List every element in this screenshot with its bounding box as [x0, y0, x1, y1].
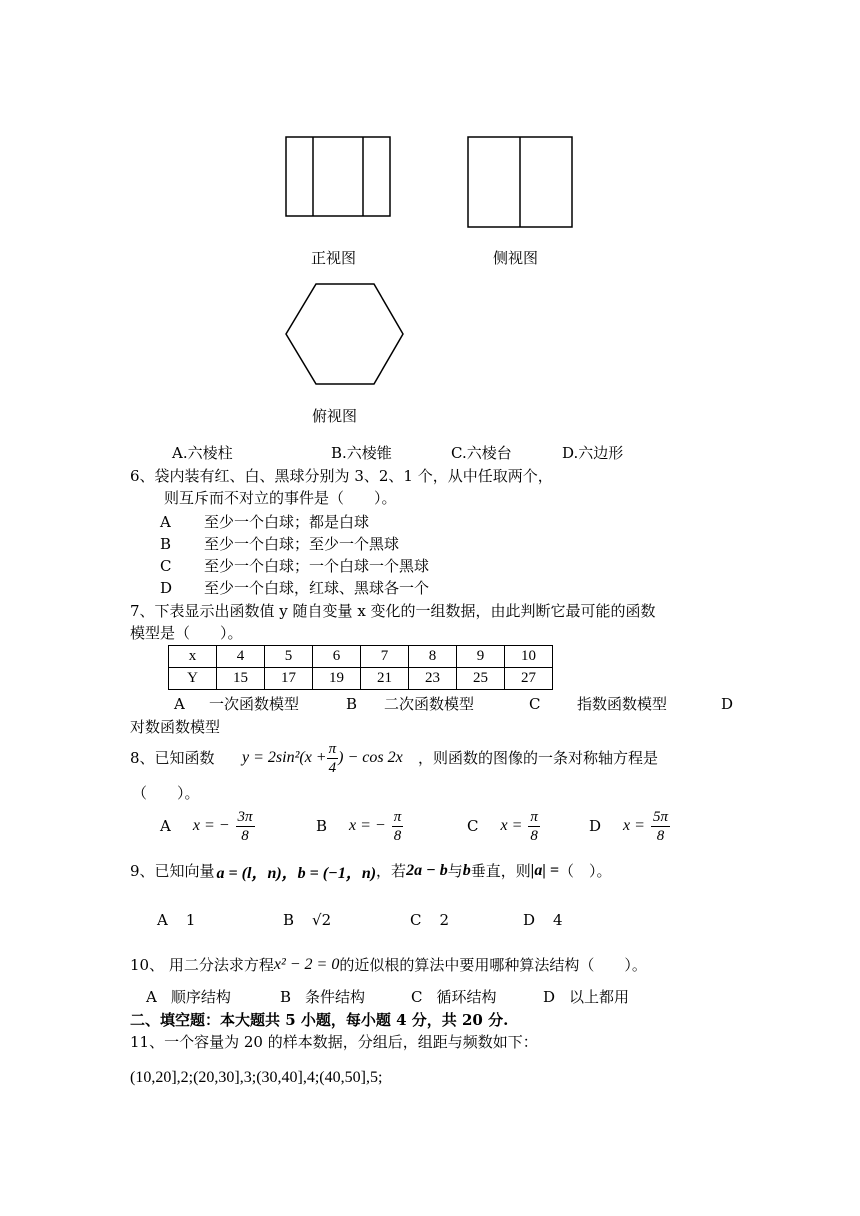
- q8-formula-left: y = 2sin²(x +: [242, 749, 327, 766]
- q9-stem-prefix: 9、已知向量: [130, 862, 215, 880]
- front-view-drawing: [286, 137, 390, 216]
- front-view-label: 正视图: [311, 249, 357, 267]
- q10-option-c-letter: C: [411, 988, 423, 1006]
- side-view-label: 侧视图: [493, 249, 539, 267]
- q8-option-c: [467, 806, 540, 846]
- table-cell: 7: [361, 646, 409, 668]
- q10-option-d-text: 以上都用: [569, 988, 630, 1006]
- q7-option-b-letter: B: [346, 695, 358, 713]
- q7-option-d-text: 对数函数模型: [130, 718, 221, 736]
- q10-option-a: [146, 987, 231, 1007]
- q10-option-d-letter: D: [543, 988, 556, 1006]
- q8-option-d: [589, 806, 670, 846]
- q10-option-c-text: 循环结构: [436, 988, 497, 1006]
- table-cell: 17: [265, 668, 313, 690]
- q9-expression: 2a − b: [406, 862, 448, 879]
- q5-option-b: B.六棱锥: [331, 444, 392, 462]
- q9-vector-a: a = (l，n)，: [216, 864, 298, 882]
- q10-option-b-text: 条件结构: [305, 988, 366, 1006]
- q7-option-c-text: 指数函数模型: [577, 695, 668, 713]
- table-cell: 8: [409, 646, 457, 668]
- q7-option-a-text: 一次函数模型: [209, 695, 300, 713]
- q9-option-c-text: 2: [439, 911, 450, 929]
- q11-stem: 11、一个容量为 20 的样本数据，分组后，组距与频数如下：: [130, 1033, 538, 1051]
- q6-stem-line2: 则互斥而不对立的事件是（ ）。: [164, 489, 397, 507]
- q8-option-b-lhs: x = −: [349, 817, 386, 834]
- table-cell: 23: [409, 668, 457, 690]
- table-cell: 15: [217, 668, 265, 690]
- q8-option-c-fraction: [528, 808, 540, 845]
- fraction-numerator: π: [328, 740, 337, 757]
- q7-data-table: [168, 645, 553, 690]
- fraction-denominator: 8: [656, 827, 665, 844]
- fraction-denominator: 8: [241, 827, 249, 844]
- q6-option-a-letter: A: [160, 513, 171, 531]
- q9-stem: [130, 860, 611, 882]
- q6-stem-line1: 6、袋内装有红、白、黑球分别为 3、2、1 个，从中任取两个，: [130, 467, 553, 485]
- table-row: [169, 668, 553, 690]
- q10-option-a-text: 顺序结构: [170, 988, 231, 1006]
- q8-option-c-letter: C: [467, 817, 479, 835]
- q7-option-d-letter: D: [721, 695, 734, 713]
- q6-option-d-text: 至少一个白球，红球、黑球各一个: [204, 579, 430, 597]
- q6-option-c-text: 至少一个白球；一个白球一个黑球: [204, 557, 430, 575]
- q8-option-a-letter: A: [160, 817, 171, 835]
- q8-answer-blank: （ ）。: [132, 784, 200, 802]
- q8-option-d-lhs: x =: [623, 817, 645, 834]
- q8-stem-prefix: 8、已知函数: [130, 749, 215, 767]
- table-cell: 27: [505, 668, 553, 690]
- table-cell: 10: [505, 646, 553, 668]
- table-cell: 9: [457, 646, 505, 668]
- q9-option-a-text: 1: [185, 911, 196, 929]
- table-cell: Y: [169, 668, 217, 690]
- q8-option-d-letter: D: [589, 817, 602, 835]
- q8-option-b: [316, 806, 403, 846]
- q11-data: (10,20],2;(20,30],3;(30,40],4;(40,50],5;: [130, 1069, 383, 1086]
- q9-stem-middle: ，若: [376, 862, 407, 880]
- q8-formula-fraction: [327, 740, 339, 777]
- fraction-numerator: 3π: [237, 808, 253, 825]
- table-cell: 19: [313, 668, 361, 690]
- table-row: [169, 646, 553, 668]
- three-view-figure: [0, 0, 860, 440]
- q8-option-b-letter: B: [316, 817, 328, 835]
- q9-option-b-letter: B: [283, 911, 295, 929]
- q9-answer-blank: （ ）。: [558, 862, 612, 880]
- q10-stem-prefix: 10、 用二分法求方程: [130, 956, 274, 974]
- fraction-numerator: π: [393, 808, 402, 825]
- q6-option-a-text: 至少一个白球；都是白球: [204, 513, 370, 531]
- q5-option-c: C.六棱台: [451, 444, 512, 462]
- q9-option-a-letter: A: [157, 911, 168, 929]
- q9-stem-middle2: 与: [447, 862, 463, 880]
- q10-option-a-letter: A: [146, 988, 157, 1006]
- q8-formula-right: ) − cos 2x: [338, 749, 403, 766]
- table-cell: 4: [217, 646, 265, 668]
- q10-stem: [130, 954, 647, 976]
- q9-option-b-text: √2: [312, 911, 332, 929]
- q7-option-c-letter: C: [529, 695, 541, 713]
- q6-option-d-letter: D: [160, 579, 173, 597]
- q8-option-d-fraction: [651, 808, 670, 845]
- q10-option-d: [543, 987, 629, 1007]
- q9-option-c: [410, 910, 449, 930]
- fraction-denominator: 4: [328, 759, 337, 776]
- q6-option-c-letter: C: [160, 557, 172, 575]
- fraction-denominator: 8: [530, 827, 538, 844]
- q10-stem-suffix: 的近似根的算法中要用哪种算法结构（ ）。: [339, 956, 647, 974]
- q9-option-d-text: 4: [553, 911, 563, 929]
- q10-option-b-letter: B: [280, 988, 292, 1006]
- q6-option-b-letter: B: [160, 535, 172, 553]
- fraction-numerator: 5π: [652, 808, 668, 825]
- q9-stem-tail: 垂直，则: [470, 862, 531, 880]
- q9-option-b: [283, 910, 331, 930]
- q7-stem-line1: 7、下表显示出函数值 y 随自变量 x 变化的一组数据，由此判断它最可能的函数: [130, 602, 656, 620]
- table-cell: 6: [313, 646, 361, 668]
- q8-option-c-lhs: x =: [500, 817, 523, 834]
- fraction-numerator: π: [530, 808, 538, 825]
- q9-option-a: [157, 910, 195, 930]
- top-view-label: 俯视图: [312, 407, 358, 425]
- q5-option-a: A.六棱柱: [172, 444, 233, 462]
- q8-option-a: [160, 806, 255, 846]
- q7-stem-line2: 模型是（ ）。: [130, 624, 243, 642]
- q8-option-a-fraction: [236, 808, 255, 845]
- q6-option-b-text: 至少一个白球；至少一个黑球: [204, 535, 400, 553]
- q8-option-a-lhs: x = −: [192, 817, 230, 834]
- q9-vector-b-letter: b: [462, 862, 471, 879]
- q8-stem-suffix: ，则函数的图像的一条对称轴方程是: [418, 749, 659, 767]
- q7-option-b-text: 二次函数模型: [384, 695, 475, 713]
- q8-formula: [242, 738, 403, 778]
- q9-option-c-letter: C: [410, 911, 422, 929]
- q9-option-d: [523, 910, 563, 930]
- q7-option-a-letter: A: [174, 695, 185, 713]
- side-view-drawing: [468, 137, 572, 227]
- q9-vector-b: b = (−1，n): [297, 864, 377, 882]
- table-cell: 25: [457, 668, 505, 690]
- q10-option-b: [280, 987, 365, 1007]
- table-cell: 21: [361, 668, 409, 690]
- table-cell: 5: [265, 646, 313, 668]
- top-view-drawing: [286, 284, 403, 384]
- section-2-heading: 二、填空题：本大题共 5 小题，每小题 4 分，共 20 分.: [130, 1011, 509, 1029]
- q8-option-b-fraction: [392, 808, 404, 845]
- fraction-denominator: 8: [393, 827, 402, 844]
- q10-option-c: [411, 987, 497, 1007]
- q9-option-d-letter: D: [523, 911, 536, 929]
- table-cell: x: [169, 646, 217, 668]
- q9-abs-expression: |a| =: [530, 862, 559, 879]
- q10-equation: x² − 2 = 0: [273, 956, 340, 973]
- q5-option-d: D.六边形: [562, 444, 624, 462]
